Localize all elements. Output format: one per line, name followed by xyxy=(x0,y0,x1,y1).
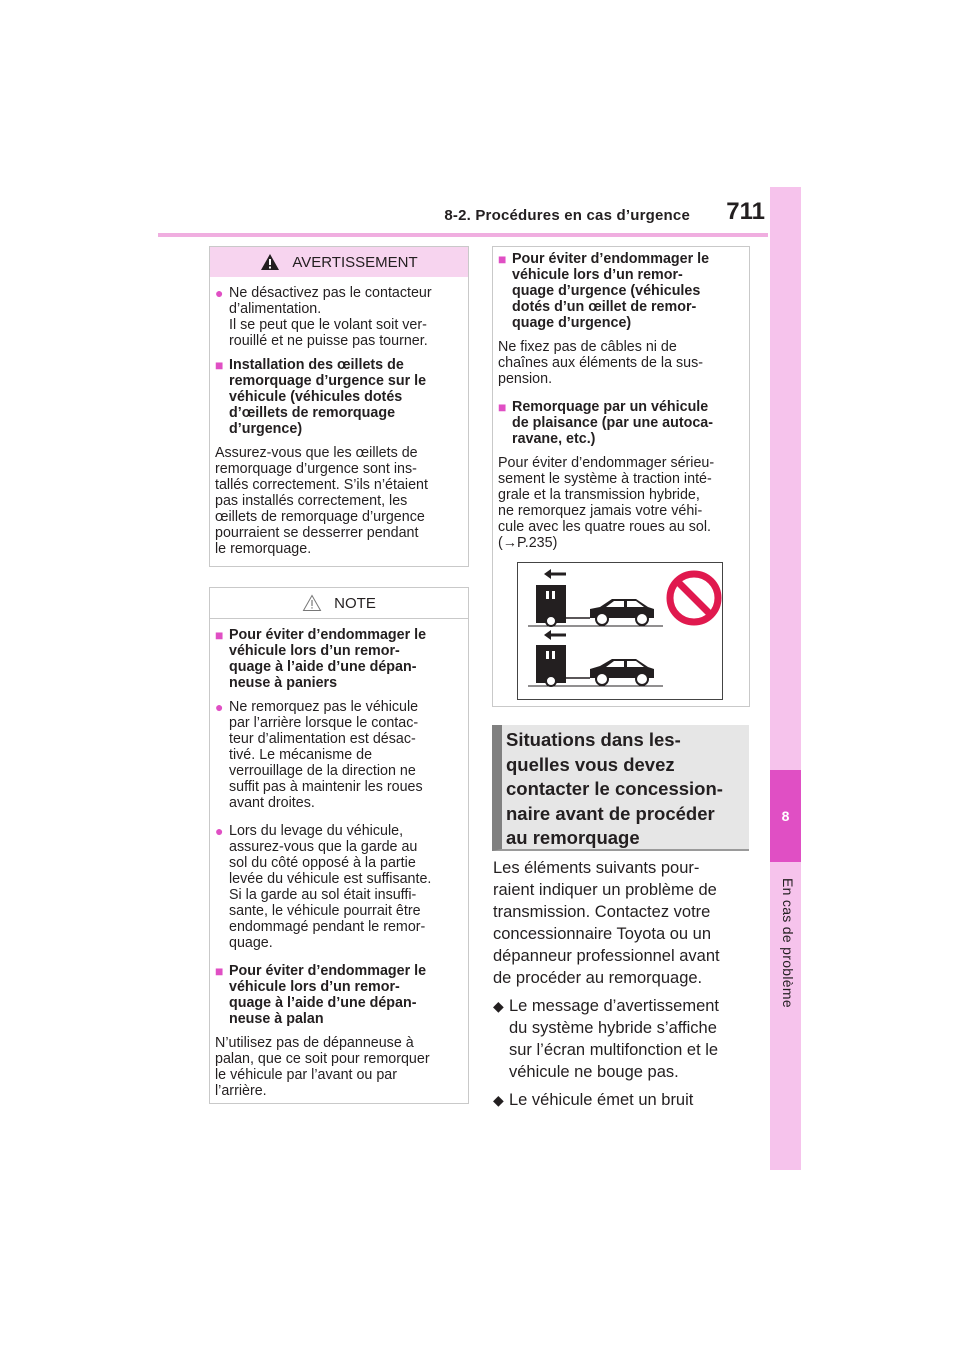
bullet-circle-icon: ● xyxy=(215,823,224,839)
prohibition-icon xyxy=(670,574,718,622)
body-text xyxy=(493,857,758,1117)
list-item: ● Ne désactivez pas le contacteur d’alimentation. Il se peut que le volant soit ver- rouillé et ne puisse pas tourner. xyxy=(215,285,432,349)
arrow-left-icon xyxy=(544,630,566,640)
warning-title: AVERTISSEMENT xyxy=(292,253,418,271)
topic-heading-box xyxy=(492,725,749,851)
warning-box xyxy=(209,246,469,567)
list-item: ● Lors du levage du véhicule, assurez-vous que la garde au sol du côté opposé à la partie levée du véhicule est suffisante. Si la garde au sol était insuffi- sante, le véhicule pourrait être endommagé pendant le remor- quage. xyxy=(215,823,432,951)
suv-car-icon xyxy=(590,599,654,625)
note-box xyxy=(209,587,469,1104)
intro-paragraph: Les éléments suivants pour- raient indiquer un problème de transmission. Contactez votre concessionnaire Toyota ou un dépanneur professionnel avant de procéder au remorquage. xyxy=(493,859,720,987)
diamond-bullet-icon: ◆ xyxy=(493,998,504,1014)
chapter-label: En cas de problème xyxy=(780,878,796,1008)
header-rule xyxy=(158,233,768,237)
warning-box-header xyxy=(210,247,468,277)
bullet-square-icon: ■ xyxy=(215,963,224,979)
motorhome-icon xyxy=(536,645,566,686)
section-title: 8-2. Procédures en cas d’urgence xyxy=(444,207,690,224)
subheading: ■ Pour éviter d’endommager le véhicule lors d’un remor- quage d’urgence (véhicules dotés d’un œillet de remor- quage d’urgence) xyxy=(498,251,710,331)
towing-prohibited-illustration xyxy=(517,562,723,700)
paragraph: N’utilisez pas de dépanneuse à palan, que ce soit pour remorquer le véhicule par l’avant ou par l’arrière. xyxy=(215,1035,430,1099)
bullet-circle-icon: ● xyxy=(215,285,224,301)
suv-car-icon xyxy=(590,659,654,685)
subheading: ■ Installation des œillets de remorquage d’urgence sur le véhicule (véhicules dotés d’œillets de remorquage d’urgence) xyxy=(215,357,427,437)
bullet-square-icon: ■ xyxy=(498,251,507,267)
note-box-header xyxy=(210,588,468,619)
chapter-number: 8 xyxy=(770,770,801,862)
subheading: ■ Pour éviter d’endommager le véhicule lors d’un remor- quage à l’aide d’une dépan- neuse à paniers xyxy=(215,627,427,691)
list-item: ◆ Le message d’avertissement du système hybride s’affiche sur l’écran multifonction et le véhicule ne bouge pas. xyxy=(493,997,720,1081)
bullet-square-icon: ■ xyxy=(215,357,224,373)
list-item: ● Ne remorquez pas le véhicule par l’arrière lorsque le contac- teur d’alimentation est désac- tivé. Le mécanisme de verrouillage de la direction ne suffit pas à maintenir les roues avant droites. xyxy=(215,699,423,811)
subheading: ■ Pour éviter d’endommager le véhicule lors d’un remor- quage à l’aide d’une dépan- neuse à palan xyxy=(215,963,427,1027)
diamond-bullet-icon: ◆ xyxy=(493,1092,504,1108)
list-item: ◆ Le véhicule émet un bruit xyxy=(493,1091,694,1109)
bullet-circle-icon: ● xyxy=(215,699,224,715)
note-triangle-icon xyxy=(302,594,322,612)
paragraph: Assurez-vous que les œillets de remorquage d’urgence sont ins- tallés correctement. S’ils n’étaient pas installés correctement, les œillets de remorquage d’urgence pourraient se desserrer pendant le remorquage. xyxy=(215,445,428,557)
bullet-square-icon: ■ xyxy=(498,399,507,415)
note-title: NOTE xyxy=(334,594,376,612)
topic-heading: Situations dans les- quelles vous devez contacter le concession- naire avant de procéder au remorquage xyxy=(506,729,723,848)
warning-triangle-icon xyxy=(260,253,280,271)
bullet-square-icon: ■ xyxy=(215,627,224,643)
motorhome-icon xyxy=(536,585,566,626)
towing-illustration-svg xyxy=(518,563,722,699)
paragraph: Ne fixez pas de câbles ni de chaînes aux éléments de la sus- pension. xyxy=(498,339,704,387)
page-number: 711 xyxy=(726,198,765,225)
subheading: ■ Remorquage par un véhicule de plaisance (par une autoca- ravane, etc.) xyxy=(498,399,714,447)
arrow-left-icon xyxy=(544,569,566,579)
paragraph: Pour éviter d’endommager sérieu- sement le système à traction inté- grale et la transmission hybride, ne remorquez jamais votre véhi- cule avec les quatre roues au sol. (→P.235) xyxy=(498,455,715,551)
